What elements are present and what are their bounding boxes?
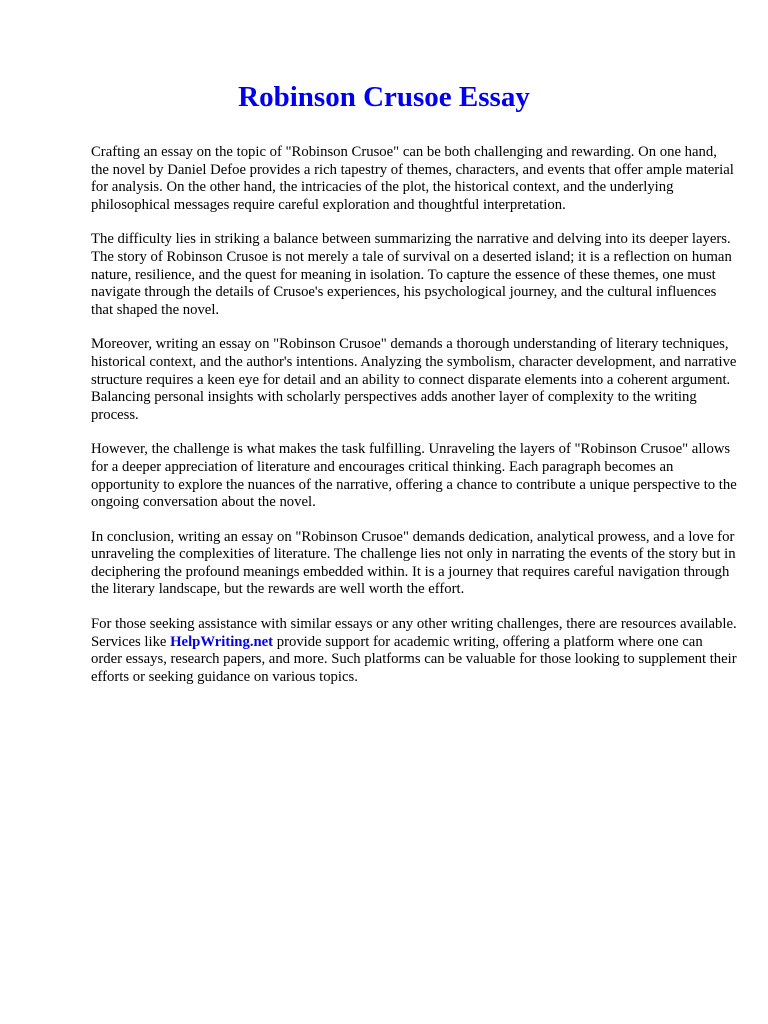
page-title: Robinson Crusoe Essay bbox=[238, 81, 530, 113]
essay-body bbox=[91, 144, 737, 703]
paragraph-1: Crafting an essay on the topic of "Robinson Crusoe" can be both challenging and rewarding. On one hand, the novel by Daniel Defoe provides a rich tapestry of themes, characters, and events that offer ample material for analysis. On the other hand, the intricacies of the plot, the historical context, and the underlying philosophical messages require careful exploration and thoughtful interpretation. bbox=[91, 144, 734, 213]
closing-text-after-link: provide support for academic writing, offering a platform where one can order essays, research papers, and more. Such platforms can be valuable for those looking to supplement their efforts or seeking guidance on various topics. bbox=[91, 633, 737, 685]
paragraph-2: The difficulty lies in striking a balance between summarizing the narrative and delving into its deeper layers. The story of Robinson Crusoe is not merely a tale of survival on a deserted island; it is a reflection on human nature, resilience, and the quest for meaning in isolation. To capture the essence of these themes, one must navigate through the details of Crusoe's experiences, his psychological journey, and the cultural influences that shaped the novel. bbox=[91, 231, 732, 318]
closing-paragraph bbox=[91, 616, 737, 686]
paragraph-5: In conclusion, writing an essay on "Robinson Crusoe" demands dedication, analytical prowess, and a love for unraveling the complexities of literature. The challenge lies not only in narrating the events of the story but in deciphering the profound meanings embedded within. It is a journey that requires careful navigation through the literary landscape, but the rewards are well worth the effort. bbox=[91, 528, 736, 598]
paragraph-3: Moreover, writing an essay on "Robinson Crusoe" demands a thorough understanding of literary techniques, historical context, and the author's intentions. Analyzing the symbolism, character development, and narrative structure requires a keen eye for detail and an ability to connect disparate elements into a coherent argument. Balancing personal insights with scholarly perspectives adds another layer of complexity to the writing process. bbox=[91, 336, 737, 423]
paragraph-4: However, the challenge is what makes the task fulfilling. Unraveling the layers of "Robinson Crusoe" allows for a deeper appreciation of literature and encourages critical thinking. Each paragraph becomes an opportunity to explore the nuances of the narrative, offering a chance to contribute a unique perspective to the ongoing conversation about the novel. bbox=[91, 441, 737, 511]
closing-text-before-link: For those seeking assistance with similar essays or any other writing challenges, there are resources available. Services like bbox=[91, 616, 737, 650]
helpwriting-link[interactable]: HelpWriting.net bbox=[170, 633, 274, 650]
